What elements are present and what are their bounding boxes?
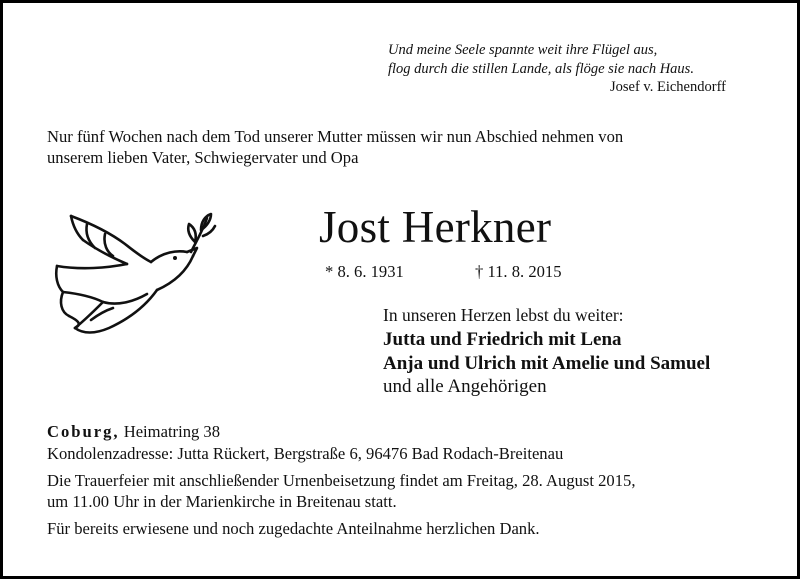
- birth-date: * 8. 6. 1931: [325, 262, 404, 281]
- quote-line-2: flog durch die stillen Lande, als flöge sie nach Haus.: [388, 61, 694, 77]
- mourners-family-1: Jutta und Friedrich mit Lena: [383, 329, 622, 350]
- intro-line-2: unserem lieben Vater, Schwiegervater und Opa: [47, 148, 359, 167]
- city-name: Coburg,: [47, 422, 120, 441]
- deceased-name: Jost Herkner: [319, 202, 552, 252]
- funeral-line-2: um 11.00 Uhr in der Marienkirche in Breitenau statt.: [47, 492, 397, 511]
- death-date: † 11. 8. 2015: [475, 262, 562, 281]
- quote-author: Josef v. Eichendorff: [610, 79, 726, 95]
- dove-with-olive-branch-icon: [47, 208, 217, 343]
- quote-line-1: Und meine Seele spannte weit ihre Flügel aus,: [388, 42, 658, 58]
- street-address: Heimatring 38: [119, 422, 221, 441]
- intro-line-1: Nur fünf Wochen nach dem Tod unserer Mutter müssen wir nun Abschied nehmen von: [47, 127, 624, 146]
- mourners-heading: In unseren Herzen lebst du weiter:: [383, 305, 624, 325]
- mourners-others: und alle Angehörigen: [383, 376, 547, 397]
- condolence-address: Kondolenzadresse: Jutta Rückert, Bergstraße 6, 96476 Bad Rodach-Breitenau: [47, 444, 564, 463]
- thanks-line: Für bereits erwiesene und noch zugedachte Anteilnahme herzlichen Dank.: [47, 519, 540, 538]
- home-address: [47, 422, 220, 442]
- funeral-line-1: Die Trauerfeier mit anschließender Urnenbeisetzung findet am Freitag, 28. August 2015,: [47, 471, 636, 490]
- mourners-family-2: Anja und Ulrich mit Amelie und Samuel: [383, 353, 711, 374]
